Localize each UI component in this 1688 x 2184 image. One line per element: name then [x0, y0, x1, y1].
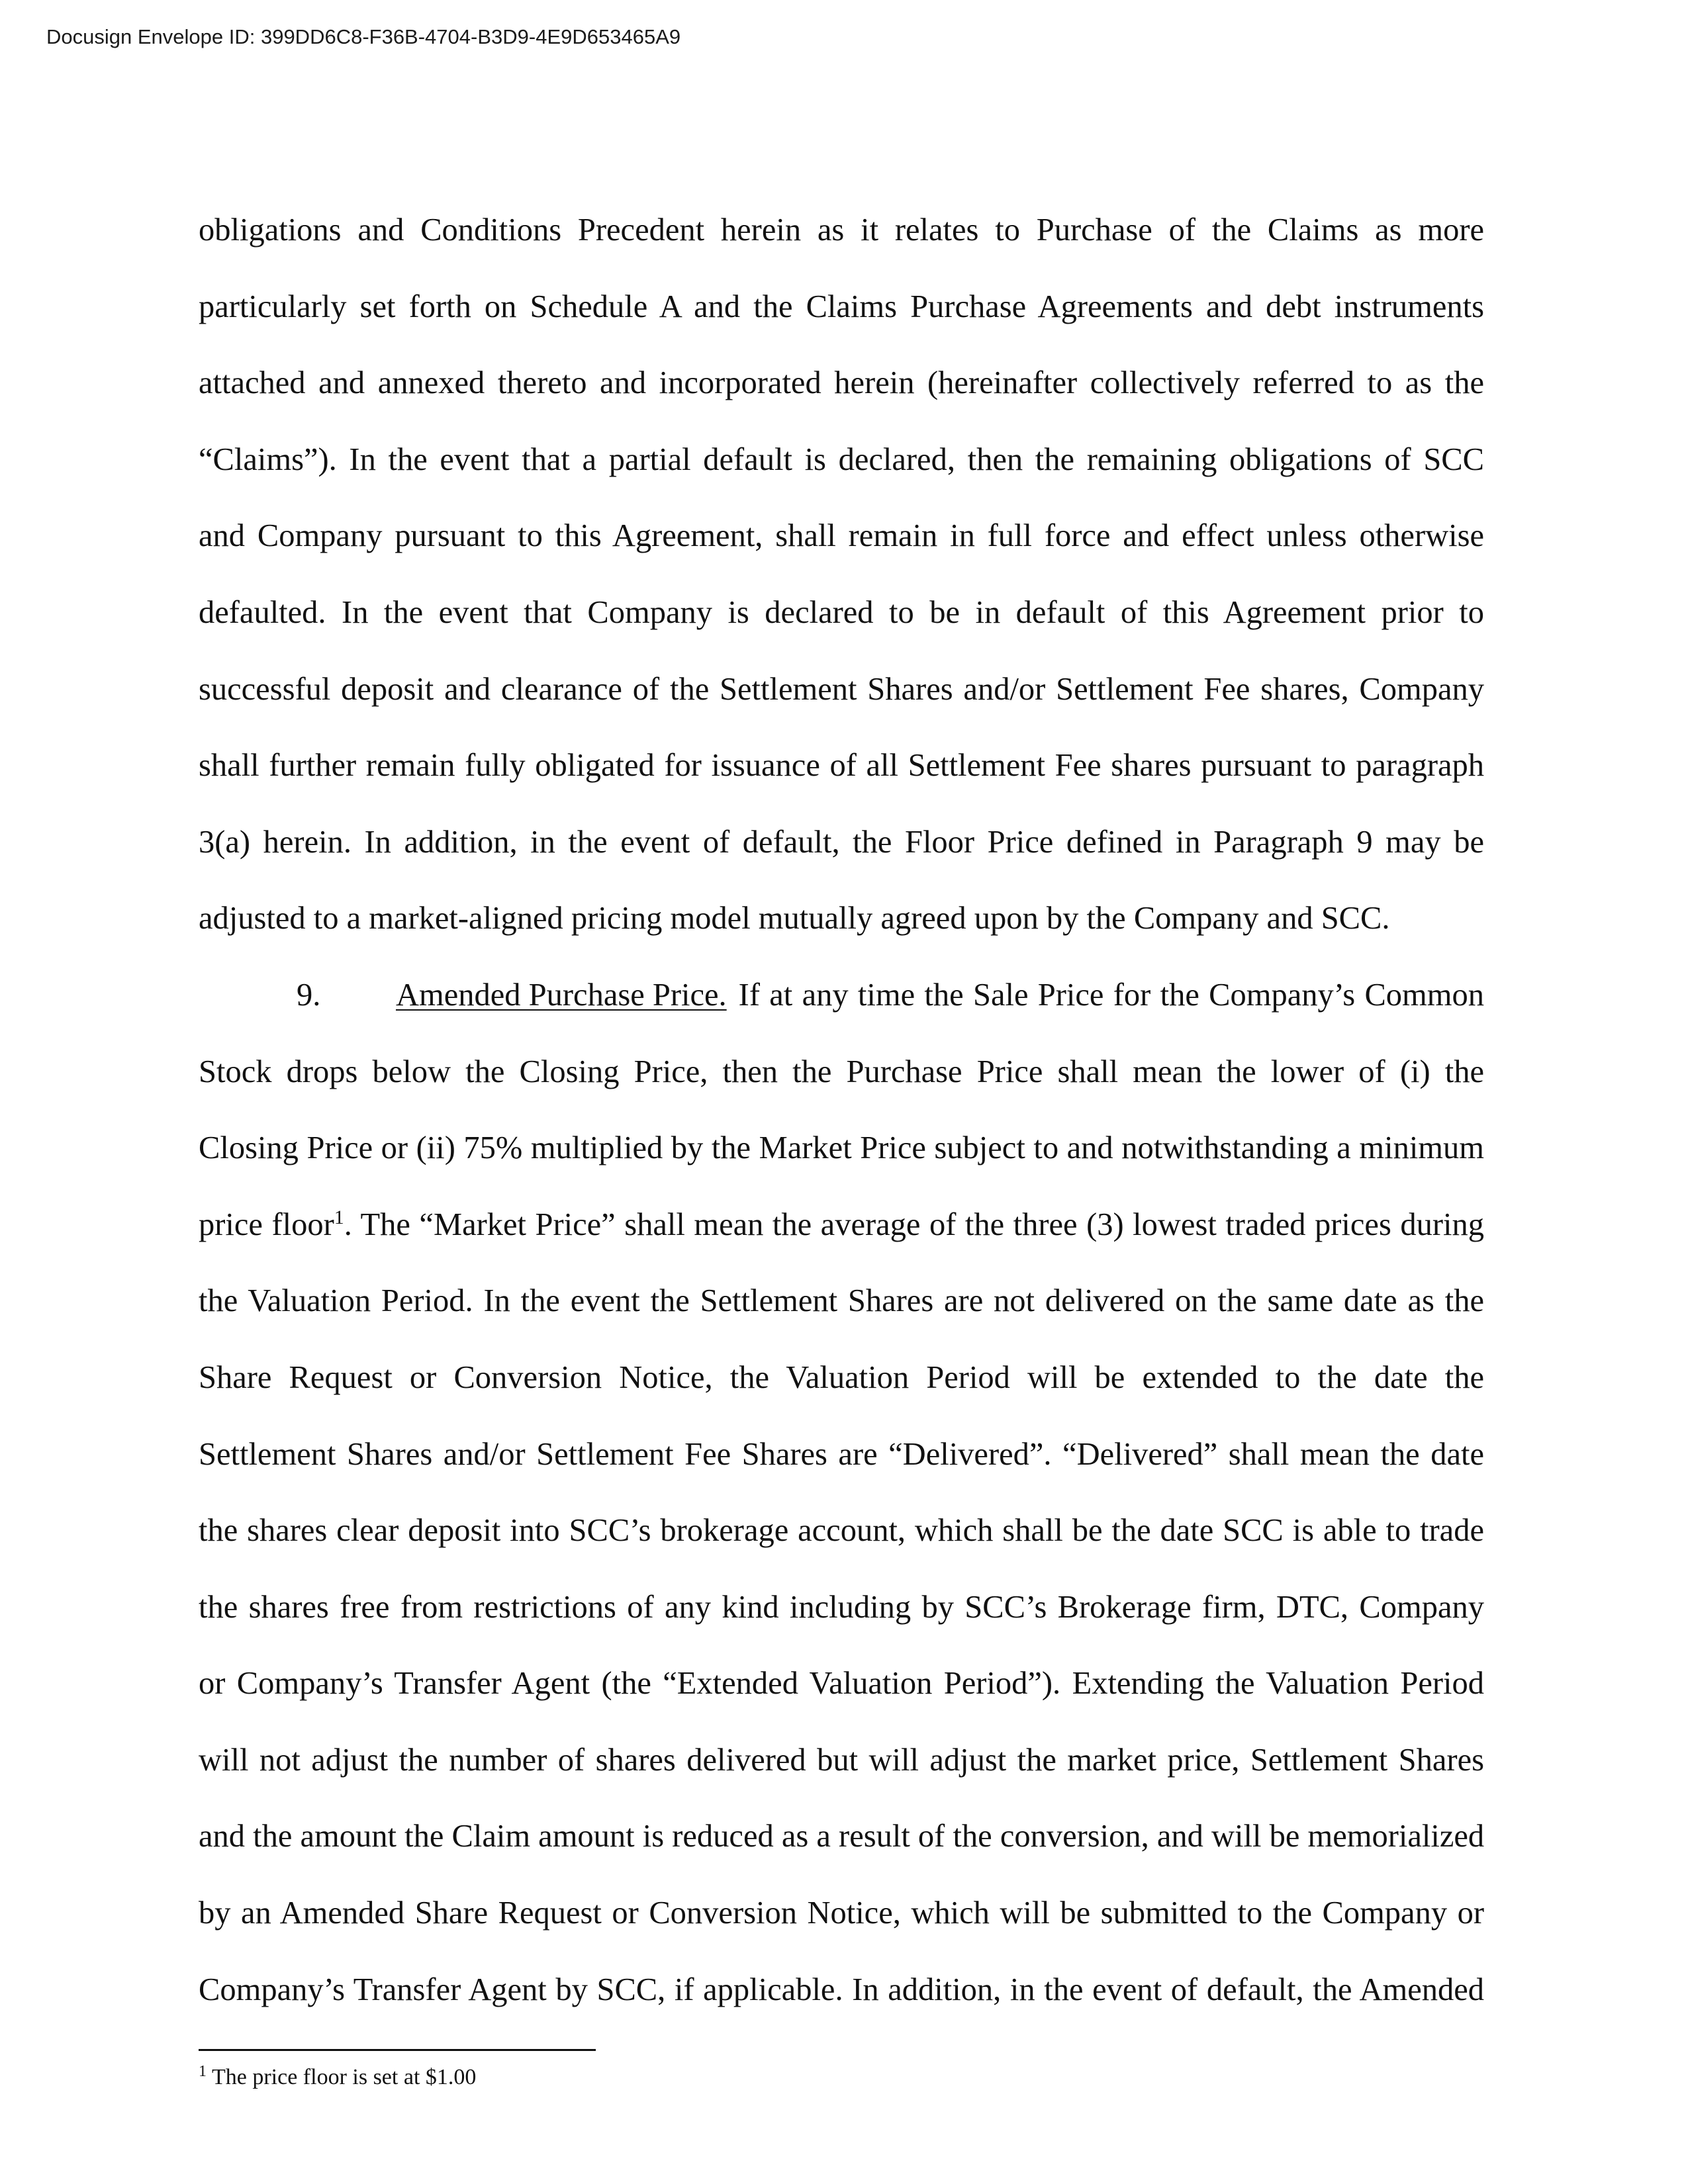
- docusign-envelope-id: Docusign Envelope ID: 399DD6C8-F36B-4704-B3D9-4E9D653465A9: [46, 25, 681, 48]
- body-line: Company’s Transfer Agent by SCC, if applicable. In addition, in the event of default, the Amended: [199, 1972, 1484, 2007]
- line-text: price floor: [199, 1206, 334, 1242]
- body-line: by an Amended Share Request or Conversion Notice, which will be submitted to the Company or: [199, 1895, 1484, 1931]
- footnote: [199, 2062, 477, 2090]
- body-line: or Company’s Transfer Agent (the “Extended Valuation Period”). Extending the Valuation Period: [199, 1666, 1484, 1702]
- line-text: . The “Market Price” shall mean the average of the three (3) lowest traded prices during: [344, 1206, 1484, 1242]
- body-line: the Valuation Period. In the event the Settlement Shares are not delivered on the same date as the: [199, 1283, 1484, 1319]
- body-line: 3(a) herein. In addition, in the event of default, the Floor Price defined in Paragraph 9 may be: [199, 824, 1484, 860]
- section-first-line: If at any time the Sale Price for the Company’s Common: [738, 977, 1484, 1013]
- body-line: the shares free from restrictions of any kind including by SCC’s Brokerage firm, DTC, Company: [199, 1589, 1484, 1625]
- body-line: adjusted to a market-aligned pricing model mutually agreed upon by the Company and SCC.: [199, 901, 1390, 936]
- body-line: and the amount the Claim amount is reduced as a result of the conversion, and will be memorialized: [199, 1819, 1485, 1854]
- footnote-separator: [199, 2049, 596, 2051]
- body-line: Closing Price or (ii) 75% multiplied by the Market Price subject to and notwithstanding a minimum: [199, 1130, 1484, 1166]
- footnote-number: 1: [199, 2062, 207, 2080]
- body-line: attached and annexed thereto and incorporated herein (hereinafter collectively referred to as the: [199, 365, 1484, 401]
- footnote-text: The price floor is set at $1.00: [212, 2065, 477, 2089]
- body-line: Stock drops below the Closing Price, then the Purchase Price shall mean the lower of (i) the: [199, 1054, 1484, 1089]
- body-line-with-footnote: [199, 1187, 1484, 1263]
- body-line: defaulted. In the event that Company is declared to be in default of this Agreement prior to: [199, 594, 1484, 630]
- section-9-heading: [199, 957, 1484, 1034]
- body-line: the shares clear deposit into SCC’s brokerage account, which shall be the date SCC is able to trade: [199, 1513, 1484, 1549]
- document-body: [199, 192, 1484, 2028]
- body-line: particularly set forth on Schedule A and the Claims Purchase Agreements and debt instruments: [199, 289, 1484, 324]
- body-line: obligations and Conditions Precedent herein as it relates to Purchase of the Claims as more: [199, 212, 1484, 248]
- body-line: shall further remain fully obligated for issuance of all Settlement Fee shares pursuant to paragraph: [199, 748, 1484, 784]
- body-line: “Claims”). In the event that a partial default is declared, then the remaining obligations of SCC: [199, 441, 1484, 477]
- section-number: 9.: [297, 977, 321, 1013]
- body-line: and Company pursuant to this Agreement, shall remain in full force and effect unless otherwise: [199, 518, 1484, 554]
- body-line: Share Request or Conversion Notice, the Valuation Period will be extended to the date the: [199, 1359, 1484, 1395]
- body-line: will not adjust the number of shares delivered but will adjust the market price, Settlement Shares: [199, 1742, 1484, 1778]
- footnote-reference: 1: [334, 1206, 344, 1228]
- body-line: successful deposit and clearance of the Settlement Shares and/or Settlement Fee shares, Company: [199, 671, 1484, 707]
- section-title: Amended Purchase Price.: [396, 977, 727, 1013]
- body-line: Settlement Shares and/or Settlement Fee Shares are “Delivered”. “Delivered” shall mean the date: [199, 1436, 1484, 1472]
